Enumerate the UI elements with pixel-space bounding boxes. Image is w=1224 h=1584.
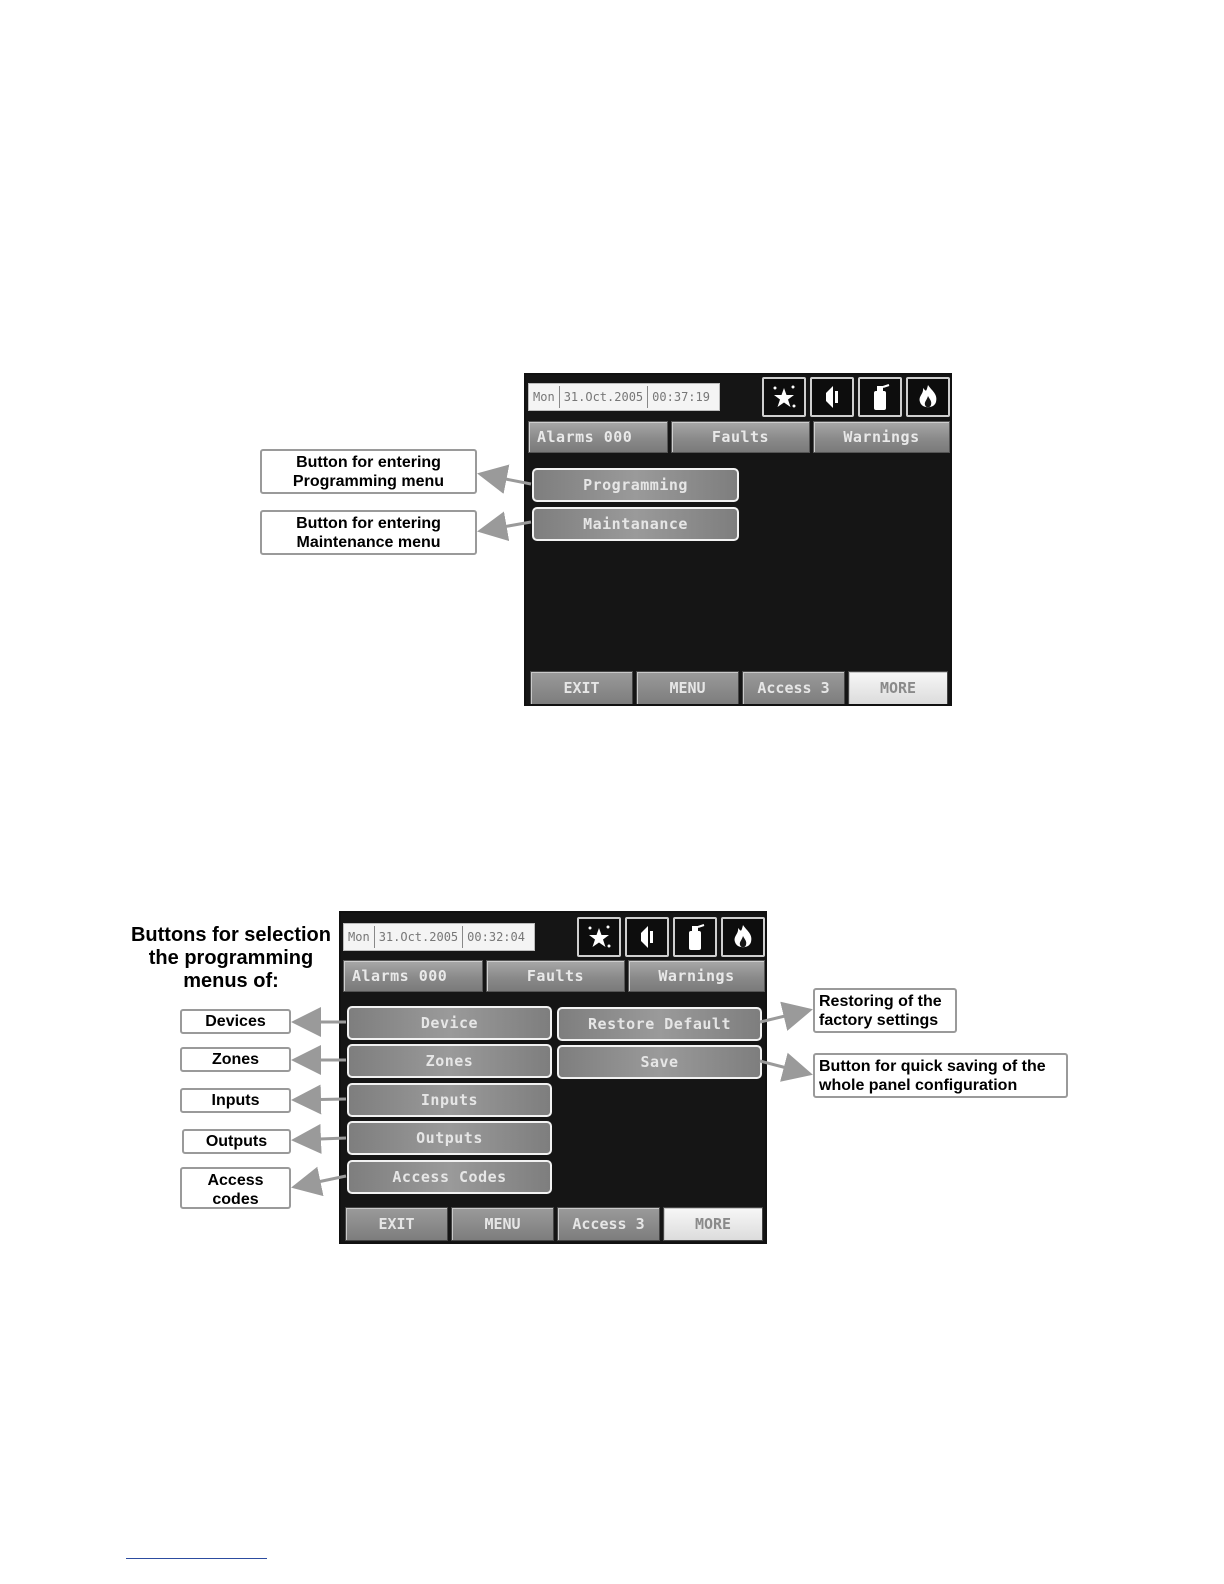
save-button[interactable]: Save — [557, 1045, 762, 1079]
inputs-button[interactable]: Inputs — [347, 1083, 552, 1117]
access-codes-button[interactable]: Access Codes — [347, 1160, 552, 1194]
arrow-restore — [760, 1010, 810, 1022]
heading-line1: Buttons for selection — [130, 924, 331, 946]
access-level-button[interactable]: Access 3 — [557, 1207, 660, 1241]
exit-button[interactable]: EXIT — [530, 671, 633, 705]
arrow-programming — [480, 474, 531, 484]
outputs-button[interactable]: Outputs — [347, 1121, 552, 1155]
tab-faults[interactable]: Faults — [671, 421, 810, 453]
arrow-save — [760, 1061, 810, 1074]
callout-maintenance-line2: Maintenance menu — [296, 534, 441, 551]
arrow-inputs — [294, 1099, 346, 1100]
callout-access-line1: Access — [207, 1172, 264, 1189]
arrow-outputs — [294, 1138, 346, 1140]
tab-faults[interactable]: Faults — [486, 960, 625, 992]
heading-line2: the programming — [148, 947, 314, 969]
more-button[interactable]: MORE — [663, 1207, 763, 1241]
arrow-maintenance — [480, 522, 531, 531]
callout-restore-line2: factory settings — [819, 1012, 939, 1029]
heading-line3: menus of: — [183, 970, 279, 992]
more-button[interactable]: MORE — [848, 671, 948, 705]
access-level-button[interactable]: Access 3 — [742, 671, 845, 705]
status-time: 00:37:19 — [652, 390, 710, 404]
status-date: 31.Oct.2005 — [375, 926, 463, 948]
callout-restore-line1: Restoring of the — [819, 993, 942, 1010]
maintenance-button[interactable]: Maintanance — [532, 507, 739, 541]
callout-devices: Devices — [180, 1009, 291, 1034]
tab-alarms[interactable]: Alarms 000 — [343, 960, 483, 992]
status-time: 00:32:04 — [467, 930, 525, 944]
device-button[interactable]: Device — [347, 1006, 552, 1040]
callout-programming-line2: Programming menu — [292, 473, 445, 490]
callout-maintenance-line1: Button for entering — [296, 515, 441, 532]
zones-button[interactable]: Zones — [347, 1044, 552, 1078]
status-date: 31.Oct.2005 — [560, 386, 648, 408]
callout-programming-line1: Button for entering — [296, 454, 441, 471]
callout-inputs: Inputs — [180, 1088, 291, 1113]
menu-button[interactable]: MENU — [636, 671, 739, 705]
callout-save-line2: whole panel configuration — [819, 1077, 1018, 1094]
tab-alarms[interactable]: Alarms 000 — [528, 421, 668, 453]
status-day: Mon — [344, 926, 375, 948]
status-day: Mon — [529, 386, 560, 408]
tab-warnings[interactable]: Warnings — [813, 421, 950, 453]
tab-warnings[interactable]: Warnings — [628, 960, 765, 992]
programming-button[interactable]: Programming — [532, 468, 739, 502]
callout-zones: Zones — [180, 1047, 291, 1072]
callout-save-line1: Button for quick saving of the — [819, 1058, 1046, 1075]
menu-button[interactable]: MENU — [451, 1207, 554, 1241]
callout-outputs: Outputs — [182, 1129, 291, 1154]
restore-default-button[interactable]: Restore Default — [557, 1007, 762, 1041]
arrow-access — [294, 1176, 346, 1187]
callout-access-line2: codes — [212, 1191, 259, 1208]
footnote-separator — [126, 1558, 267, 1559]
exit-button[interactable]: EXIT — [345, 1207, 448, 1241]
